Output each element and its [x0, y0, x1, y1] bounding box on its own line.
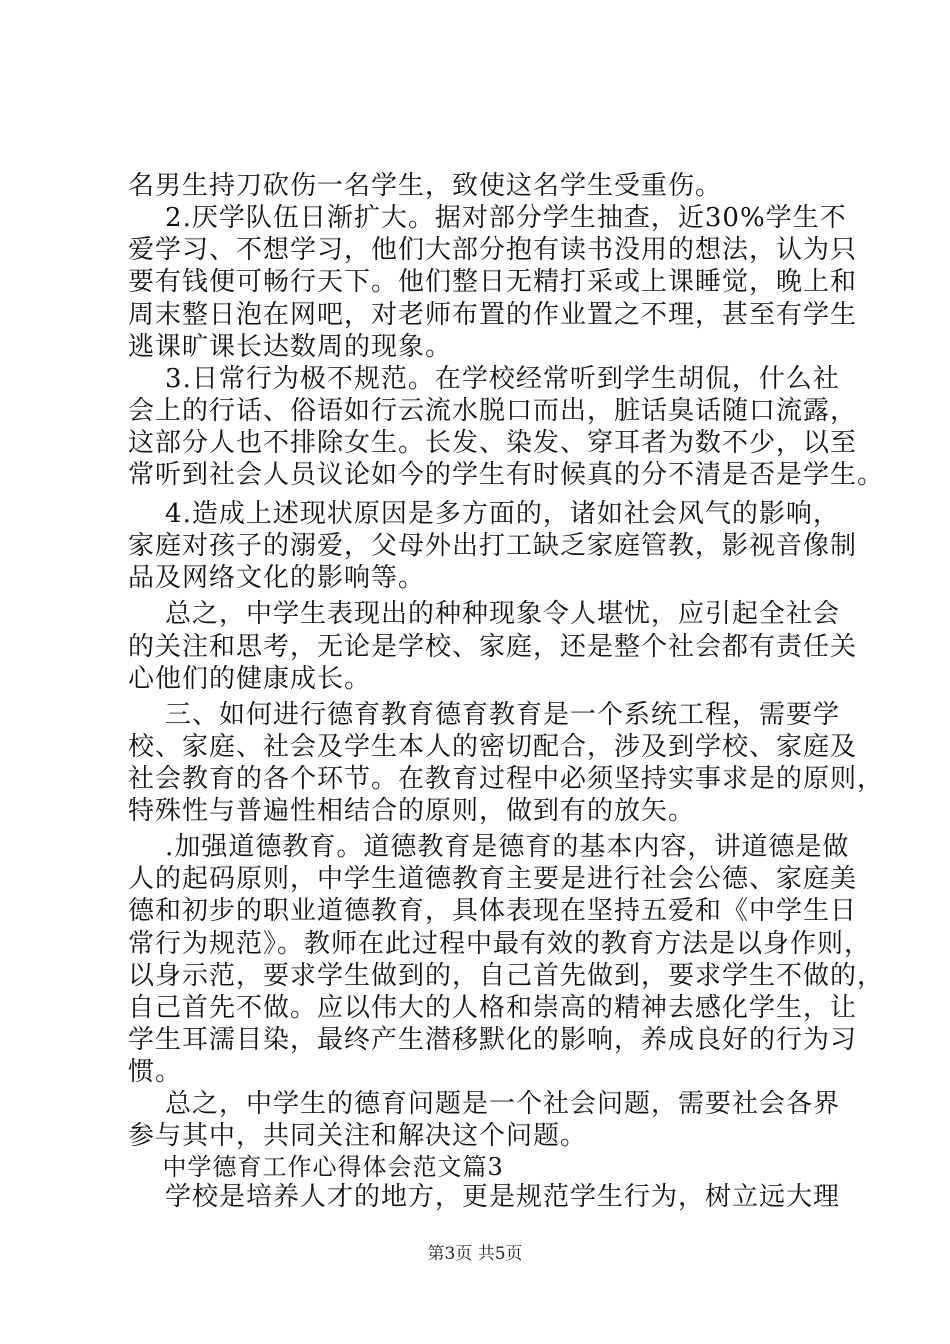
- text-line: 4.造成上述现状原因是多方面的，诸如社会风气的影响，: [128, 499, 840, 529]
- text-line: 家庭对孩子的溺爱，父母外出打工缺乏家庭管教，影视音像制: [128, 531, 858, 561]
- text-line: 德和初步的职业道德教育，具体表现在坚持五爱和《中学生日: [128, 896, 858, 926]
- text-line: 学校是培养人才的地方，更是规范学生行为，树立远大理: [128, 1182, 841, 1212]
- text-line: 爱学习、不想学习，他们大部分抱有读书没用的想法，认为只: [128, 235, 858, 265]
- text-line: 周末整日泡在网吧，对老师布置的作业置之不理，甚至有学生: [128, 300, 858, 330]
- text-line: 2.厌学队伍日渐扩大。据对部分学生抽查，近30%学生不: [128, 203, 847, 233]
- text-line: 社会教育的各个环节。在教育过程中必须坚持实事求是的原则，: [128, 764, 885, 794]
- text-line: 总之，中学生的德育问题是一个社会问题，需要社会各界: [128, 1089, 841, 1119]
- text-line: 学生耳濡目染，最终产生潜移默化的影响，养成良好的行为习: [128, 1025, 858, 1055]
- text-line: 校、家庭、社会及学生本人的密切配合，涉及到学校、家庭及: [128, 732, 858, 762]
- text-line: 逃课旷课长达数周的现象。: [128, 332, 453, 362]
- page-footer: 第3页 共5页: [427, 1244, 523, 1264]
- text-line: 品及网络文化的影响等。: [128, 563, 426, 593]
- text-line: 总之，中学生表现出的种种现象令人堪忧，应引起全社会: [128, 599, 841, 629]
- section-heading: 中学德育工作心得体会范文篇3: [128, 1153, 504, 1181]
- text-line: 常行为规范》。教师在此过程中最有效的教育方法是以身作则，: [128, 929, 872, 959]
- text-line: 自己首先不做。应以伟大的人格和崇高的精神去感化学生，让: [128, 993, 858, 1023]
- text-line: 会上的行话、俗语如行云流水脱口而出，脏话臭话随口流露，: [128, 396, 858, 426]
- text-line: 常听到社会人员议论如今的学生有时候真的分不清是否是学生。: [128, 460, 885, 490]
- text-line: 惯。: [128, 1057, 183, 1087]
- text-line: 3.日常行为极不规范。在学校经常听到学生胡侃，什么社: [128, 364, 840, 394]
- text-line: 参与其中，共同关注和解决这个问题。: [128, 1121, 588, 1151]
- text-line: 三、如何进行德育教育德育教育是一个系统工程，需要学: [128, 700, 841, 730]
- text-line: 要有钱便可畅行天下。他们整日无精打采或上课睡觉，晚上和: [128, 267, 858, 297]
- text-line: 这部分人也不排除女生。长发、染发、穿耳者为数不少，以至: [128, 428, 858, 458]
- text-line: .加强道德教育。道德教育是德育的基本内容，讲道德是做: [128, 832, 850, 862]
- text-line: 特殊性与普遍性相结合的原则，做到有的放矢。: [128, 796, 696, 826]
- text-line: 心他们的健康成长。: [128, 664, 372, 694]
- text-line: 以身示范，要求学生做到的，自己首先做到，要求学生不做的，: [128, 961, 885, 991]
- text-line: 的关注和思考，无论是学校、家庭，还是整个社会都有责任关: [128, 632, 858, 662]
- text-line: 名男生持刀砍伤一名学生，致使这名学生受重伤。: [128, 171, 723, 201]
- text-line: 人的起码原则，中学生道德教育主要是进行社会公德、家庭美: [128, 864, 858, 894]
